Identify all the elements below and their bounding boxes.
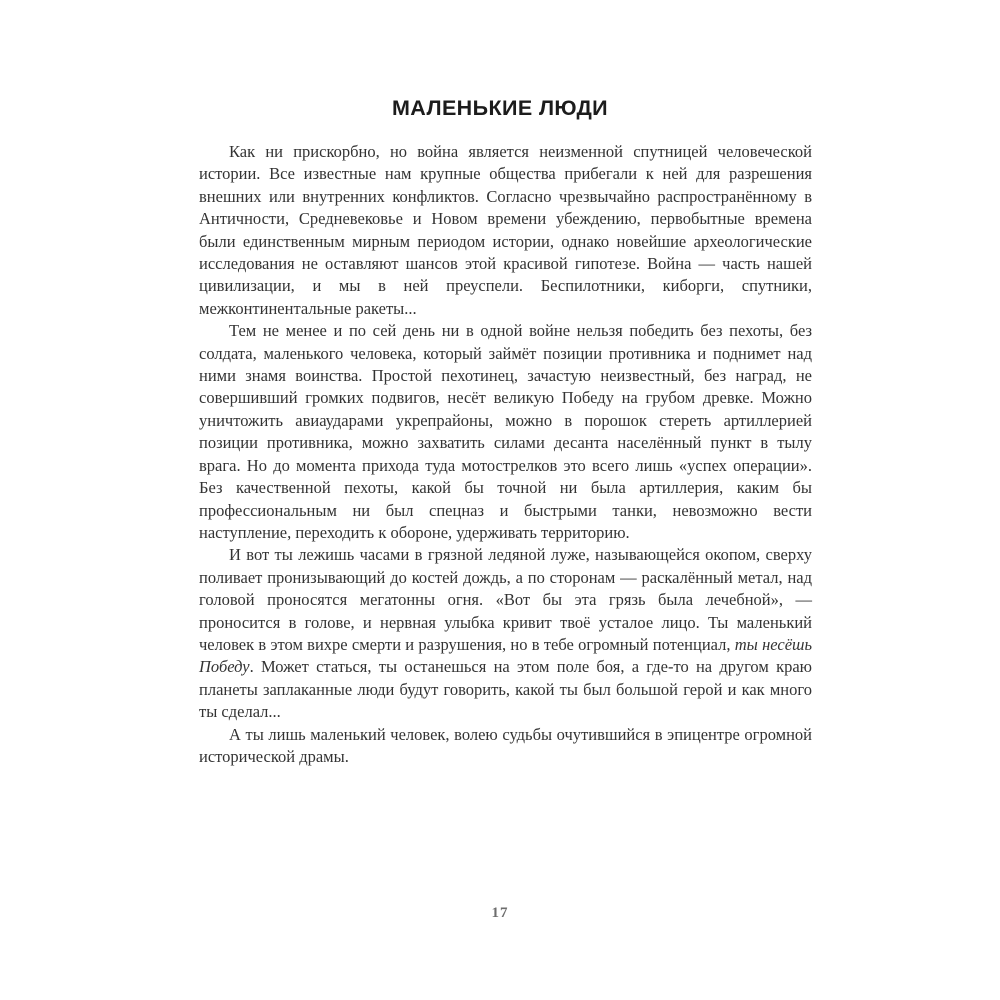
italic-phrase: ты несёшь Победу — [199, 634, 813, 677]
paragraph: А ты лишь маленький человек, волею судьбы очутившийся в эпицентре огромной исторической драмы. — [199, 724, 812, 766]
paragraph-segment: И вот ты лежишь часами в грязной ледяной луже, называющейся окопом, сверху поливает пронизывающий до костей дождь, а по сторонам — раскалённый метал, над головой проносятся мегатонны огня. «Вот бы эта грязь была лечебной», — проносится в голове, и нервная улыбка кривит твоё усталое лицо. Ты маленький человек в этом вихре смерти и разрушения, но в тебе огромный потенциал, — [199, 545, 812, 654]
paragraph — [199, 544, 812, 723]
body-text — [199, 141, 812, 768]
paragraph: Тем не менее и по сей день ни в одной войне нельзя победить без пехоты, без солдата, маленького человека, который займёт позиции противника и поднимет над ними знамя воинства. Простой пехотинец, зачастую неизвестный, без наград, не совершивший громких подвигов, несёт великую Победу на грубом древке. Можно уничтожить авиаударами укрепрайоны, можно в порошок стереть артиллерией позиции противника, можно захватить силами десанта населённый пункт в тылу врага. Но до момента прихода туда мотострелков это всего лишь «успех операции». Без качественной пехоты, какой бы точной ни была артиллерия, каким бы профессиональным ни был спецназ и быстрыми танки, невозможно вести наступление, переходить к обороне, удерживать территорию. — [199, 321, 812, 542]
paragraph-segment: . Может статься, ты останешься на этом поле боя, а где-то на другом краю планеты заплаканные люди будут говорить, какой ты был большой герой и как много ты сделал... — [199, 657, 812, 722]
page-number: 17 — [491, 905, 509, 921]
chapter-title: МАЛЕНЬКИЕ ЛЮДИ — [391, 96, 609, 120]
paragraph: Как ни прискорбно, но война является неизменной спутницей человеческой истории. Все известные нам крупные общества прибегали к ней для разрешения внешних или внутренних конфликтов. Согласно чрезвычайно распространённому в Античности, Средневековье и Новом времени убеждению, первобытные времена были единственным мирным периодом истории, однако новейшие археологические исследования не оставляют шансов этой красивой гипотезе. Война — часть нашей цивилизации, и мы в ней преуспели. Беспилотники, киборги, спутники, межконтинентальные ракеты... — [199, 142, 812, 318]
